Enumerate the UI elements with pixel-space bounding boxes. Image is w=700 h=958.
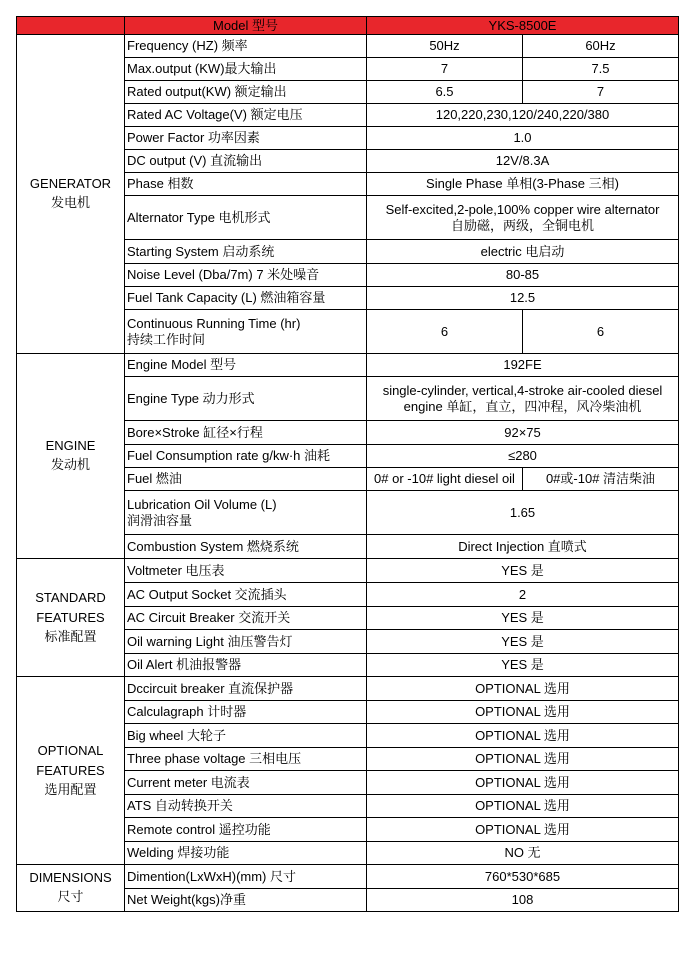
spec-label-text-line2: 润滑油容量	[127, 512, 193, 528]
spec-value-60hz: 6	[523, 310, 679, 354]
spec-label	[125, 310, 367, 354]
spec-label	[125, 58, 367, 81]
spec-label	[125, 150, 367, 173]
spec-value	[367, 264, 679, 287]
spec-value-text: OPTIONAL 选用	[475, 680, 570, 696]
spec-value-text: 80-85	[505, 267, 540, 282]
spec-value	[367, 630, 679, 654]
section-label	[17, 559, 125, 677]
spec-label-text: Engine Model 型号	[127, 357, 237, 372]
spec-label-text: Phase 相数	[127, 176, 194, 191]
spec-value-text: 2	[518, 586, 527, 602]
spec-value	[367, 677, 679, 701]
section-name-cn: 发电机	[50, 196, 90, 211]
spec-value	[367, 491, 679, 535]
section-label	[17, 354, 125, 559]
spec-value-50hz: 6	[367, 310, 523, 354]
spec-value-60hz: 7	[523, 81, 679, 104]
spec-value	[367, 445, 679, 468]
spec-label	[125, 535, 367, 559]
spec-label-text: Rated AC Voltage(V) 额定电压	[127, 107, 303, 122]
spec-value	[367, 559, 679, 583]
spec-value	[367, 818, 679, 842]
header-model-value: YKS-8500E	[367, 17, 679, 35]
section-name-cn: 尺寸	[57, 890, 84, 905]
spec-value-text: 12V/8.3A	[495, 153, 550, 168]
spec-value-text: Single Phase 单相(3-Phase 三相)	[426, 176, 619, 191]
spec-label-text: Combustion System 燃烧系统	[127, 538, 299, 554]
spec-label	[125, 818, 367, 842]
table-row	[17, 354, 679, 377]
spec-value	[367, 771, 679, 795]
spec-value-text: OPTIONAL 选用	[475, 704, 570, 719]
spec-label	[125, 748, 367, 771]
spec-value-60hz: 7.5	[523, 58, 679, 81]
spec-value	[367, 654, 679, 677]
spec-value-text: 92×75	[504, 424, 541, 440]
spec-value	[367, 173, 679, 196]
spec-label	[125, 421, 367, 445]
spec-value	[367, 795, 679, 818]
spec-label-text: Power Factor 功率因素	[127, 130, 260, 145]
spec-value-text: Self-excited,2-pole,100% copper wire alternator	[385, 201, 660, 217]
spec-label	[125, 865, 367, 889]
section-label	[17, 865, 125, 912]
table-row	[17, 35, 679, 58]
spec-value-text: 1.0	[513, 130, 532, 145]
spec-value-text: single-cylinder, vertical,4-stroke air-cooled diesel	[382, 382, 663, 398]
spec-label-text: Fuel 燃油	[127, 471, 182, 486]
spec-value	[367, 842, 679, 865]
spec-value	[367, 535, 679, 559]
spec-value-text: 192FE	[503, 357, 542, 372]
spec-label-text: Big wheel 大轮子	[127, 727, 226, 743]
section-name-en: ENGINE	[45, 438, 96, 453]
spec-label	[125, 607, 367, 630]
spec-label-text: Max.output (KW)最大输出	[127, 61, 277, 76]
spec-value	[367, 865, 679, 889]
spec-value	[367, 889, 679, 912]
spec-value	[367, 104, 679, 127]
spec-label-text: Rated output(KW) 额定输出	[127, 84, 287, 99]
spec-value-50hz: 7	[367, 58, 523, 81]
spec-value-50hz: 0# or -10# light diesel oil	[367, 468, 523, 491]
spec-label	[125, 795, 367, 818]
spec-label	[125, 842, 367, 865]
spec-value-text: YES 是	[501, 657, 544, 672]
spec-value-text: 1.65	[509, 504, 536, 520]
spec-value	[367, 607, 679, 630]
spec-value-text: OPTIONAL 选用	[475, 751, 570, 766]
spec-value	[367, 150, 679, 173]
spec-label-text: AC Circuit Breaker 交流开关	[127, 610, 291, 625]
spec-value	[367, 240, 679, 264]
section-label	[17, 35, 125, 354]
header-blank-cell	[17, 17, 125, 35]
section-name-cn: 发动机	[50, 458, 90, 473]
spec-label-text: Welding 焊接功能	[127, 845, 230, 860]
spec-value-text: ≤280	[508, 448, 537, 463]
spec-label	[125, 127, 367, 150]
spec-label-text: Bore×Stroke 缸径×行程	[127, 424, 263, 440]
spec-value	[367, 583, 679, 607]
spec-value-text: NO 无	[504, 845, 541, 860]
spec-label	[125, 264, 367, 287]
spec-value-text: YES 是	[501, 610, 544, 625]
spec-value-text: OPTIONAL 选用	[475, 774, 570, 790]
spec-table	[16, 16, 679, 912]
spec-label	[125, 677, 367, 701]
spec-label-text: Alternator Type 电机形式	[127, 209, 271, 225]
spec-value-text: OPTIONAL 选用	[475, 798, 570, 813]
spec-value-text-line2: 自励磁，两级，全铜电机	[450, 217, 594, 233]
spec-label-text: Starting System 启动系统	[127, 243, 275, 259]
spec-label	[125, 771, 367, 795]
spec-label	[125, 196, 367, 240]
spec-label-text: Frequency (HZ) 频率	[127, 38, 248, 53]
spec-label-text: DC output (V) 直流输出	[127, 153, 263, 168]
spec-label	[125, 240, 367, 264]
spec-label-text: Lubrication Oil Volume (L)	[127, 496, 277, 512]
section-label	[17, 677, 125, 865]
spec-value-text: electric 电启动	[480, 243, 565, 259]
spec-value-text: Direct Injection 直喷式	[458, 538, 587, 554]
section-name-en: STANDARD FEATURES	[35, 589, 106, 625]
spec-label-text: Fuel Consumption rate g/kw·h 油耗	[127, 448, 331, 463]
spec-value	[367, 196, 679, 240]
spec-value-text: 760*530*685	[484, 868, 561, 884]
spec-label	[125, 559, 367, 583]
spec-label-text: Noise Level (Dba/7m) 7 米处噪音	[127, 267, 320, 282]
spec-value-text: 120,220,230,120/240,220/380	[435, 107, 610, 122]
spec-label-text-line2: 持续工作时间	[127, 331, 206, 347]
spec-label-text: Current meter 电流表	[127, 774, 250, 790]
header-label: Model 型号	[125, 17, 367, 35]
spec-value	[367, 127, 679, 150]
spec-label-text: Three phase voltage 三相电压	[127, 751, 302, 766]
spec-label	[125, 491, 367, 535]
spec-label	[125, 630, 367, 654]
table-row	[17, 865, 679, 889]
spec-label	[125, 724, 367, 748]
spec-value	[367, 701, 679, 724]
spec-value	[367, 377, 679, 421]
spec-label-text: Oil warning Light 油压警告灯	[127, 633, 293, 649]
spec-label-text: Engine Type 动力形式	[127, 390, 255, 406]
spec-label-text: Net Weight(kgs)净重	[127, 892, 246, 907]
spec-label	[125, 889, 367, 912]
spec-label	[125, 35, 367, 58]
section-name-en: DIMENSIONS	[29, 870, 112, 885]
spec-value	[367, 421, 679, 445]
header-row	[17, 17, 679, 35]
spec-value-50hz: 6.5	[367, 81, 523, 104]
spec-value-text: YES 是	[501, 633, 544, 649]
spec-label-text: Dccircuit breaker 直流保护器	[127, 680, 294, 696]
spec-label	[125, 354, 367, 377]
spec-label-text: Remote control 遥控功能	[127, 821, 271, 837]
spec-label	[125, 445, 367, 468]
spec-label	[125, 468, 367, 491]
section-name-cn: 选用配置	[44, 782, 97, 798]
spec-value-text: OPTIONAL 选用	[475, 727, 570, 743]
spec-value	[367, 748, 679, 771]
spec-label-text: Calculagraph 计时器	[127, 704, 247, 719]
spec-value-text: 12.5	[509, 290, 536, 305]
spec-label-text: Fuel Tank Capacity (L) 燃油箱容量	[127, 290, 326, 305]
spec-label-text: AC Output Socket 交流插头	[127, 586, 287, 602]
spec-label-text: Oil Alert 机油报警器	[127, 657, 242, 672]
spec-value-60hz: 60Hz	[523, 35, 679, 58]
spec-value-60hz: 0#或-10# 清洁柴油	[523, 468, 679, 491]
spec-value	[367, 724, 679, 748]
spec-label	[125, 583, 367, 607]
spec-label	[125, 654, 367, 677]
spec-label	[125, 173, 367, 196]
section-name-cn: 标准配置	[44, 629, 97, 645]
spec-label	[125, 81, 367, 104]
spec-value	[367, 287, 679, 310]
spec-value-text: YES 是	[501, 562, 544, 578]
spec-label-text: Dimention(LxWxH)(mm) 尺寸	[127, 868, 297, 884]
spec-label-text: ATS 自动转换开关	[127, 798, 233, 813]
spec-label	[125, 701, 367, 724]
spec-label-text: Continuous Running Time (hr)	[127, 315, 301, 331]
spec-label	[125, 287, 367, 310]
table-row	[17, 677, 679, 701]
spec-label	[125, 104, 367, 127]
spec-label	[125, 377, 367, 421]
spec-value-text: OPTIONAL 选用	[475, 821, 570, 837]
table-row	[17, 559, 679, 583]
spec-value-text: 108	[511, 892, 534, 907]
section-name-en: OPTIONAL FEATURES	[36, 742, 105, 778]
spec-value-50hz: 50Hz	[367, 35, 523, 58]
spec-value	[367, 354, 679, 377]
spec-value-text-line2: engine 单缸，直立，四冲程，风冷柴油机	[403, 398, 642, 414]
spec-label-text: Voltmeter 电压表	[127, 562, 225, 578]
section-name-en: GENERATOR	[29, 176, 112, 191]
